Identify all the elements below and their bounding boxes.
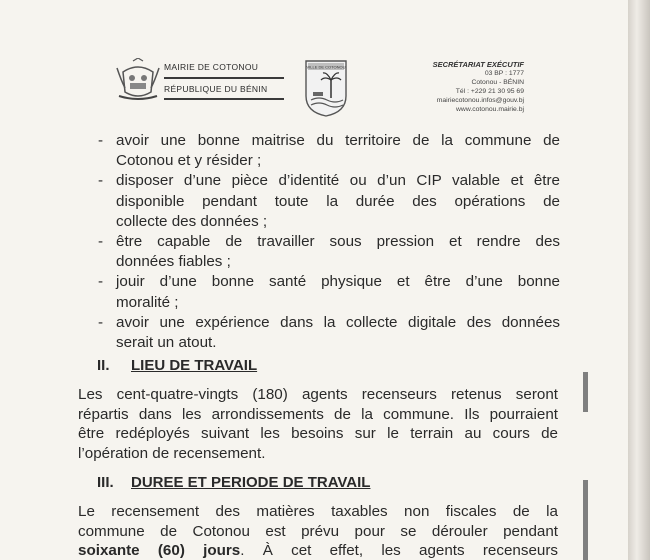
secretariat-line: mairiecotonou.infos@gouv.bj	[436, 97, 524, 105]
list-item-line: être capable de travailler sous pression et rendre des	[116, 233, 560, 251]
logo-text: VILLE DE COTONOU	[306, 64, 346, 70]
list-item-line: collecte des données ;	[116, 212, 268, 230]
secretariat-line: www.cotonou.mairie.bj	[456, 106, 524, 114]
header-rule	[164, 98, 284, 100]
list-item-line: moralité ;	[116, 293, 179, 311]
section-paragraph	[78, 502, 558, 560]
secretariat-line: Tél : +229 21 30 95 69	[455, 88, 524, 96]
list-item-line: serait un atout.	[116, 334, 217, 352]
section-number: III.	[97, 474, 114, 491]
coat-of-arms-icon	[113, 58, 163, 102]
paragraph-line: répartis dans les arrondissements de la commune. Ils pourraient	[78, 405, 558, 423]
bullet-dash: -	[98, 273, 104, 291]
section-paragraph	[78, 385, 558, 463]
header-rule	[164, 77, 284, 79]
bullet-dash: -	[98, 313, 104, 331]
mairie-label: MAIRIE DE COTONOU	[164, 62, 259, 72]
section-heading	[97, 474, 370, 491]
secretariat-line: Cotonou - BÉNIN	[471, 79, 524, 87]
paragraph-line	[78, 541, 558, 560]
bullet-dash: -	[98, 172, 104, 190]
section-number: II.	[97, 357, 110, 374]
paragraph-line: Les cent-quatre-vingts (180) agents recenseurs retenus seront	[78, 386, 558, 403]
duration-bold: soixante (60) jours	[78, 542, 241, 559]
paragraph-line: être redéployés suivant les besoins sur le terrain au cours de	[78, 425, 558, 442]
secretariat-title: SECRÉTARIAT EXÉCUTIF	[432, 60, 524, 69]
requirements-list	[96, 131, 560, 353]
list-item-line: disponible pendant toute la durée des opérations de	[116, 192, 560, 210]
list-item-line: avoir une expérience dans la collecte digitale des données	[116, 313, 560, 331]
republique-label: RÉPUBLIQUE DU BÉNIN	[164, 84, 268, 94]
secretariat-block	[433, 60, 524, 115]
secretariat-line: 03 BP : 1777	[484, 70, 524, 78]
list-item	[96, 313, 560, 353]
section-title: DUREE ET PERIODE DE TRAVAIL	[131, 474, 371, 491]
section-heading	[97, 357, 257, 374]
list-item	[96, 272, 560, 312]
list-item	[96, 131, 560, 171]
bullet-dash: -	[98, 132, 104, 149]
city-logo-icon	[303, 58, 349, 118]
page-edge-shadow	[628, 0, 650, 560]
paragraph-line: l’opération de recensement.	[78, 444, 266, 462]
list-item-line: disposer d’une pièce d’identité ou d’un CIP valable et être	[116, 172, 560, 190]
paragraph-line: commune de Cotonou est prévu pour se dérouler pendant	[78, 522, 558, 540]
bullet-dash: -	[98, 233, 104, 251]
list-item-line: jouir d’une bonne santé physique et être d’une bonne	[116, 273, 560, 291]
list-item-line: données fiables ;	[116, 253, 231, 271]
list-item	[96, 232, 560, 272]
page-edge-mark	[583, 480, 588, 560]
duration-rest: . À cet effet, les agents recenseurs	[240, 542, 558, 559]
list-item	[96, 171, 560, 232]
section-title: LIEU DE TRAVAIL	[131, 357, 258, 374]
paragraph-line: Le recensement des matières taxables non fiscales de la	[78, 503, 558, 520]
list-item-line: avoir une bonne maitrise du territoire de la commune de	[116, 132, 560, 149]
page-edge-mark	[583, 372, 588, 412]
list-item-line: Cotonou et y résider ;	[116, 152, 262, 170]
